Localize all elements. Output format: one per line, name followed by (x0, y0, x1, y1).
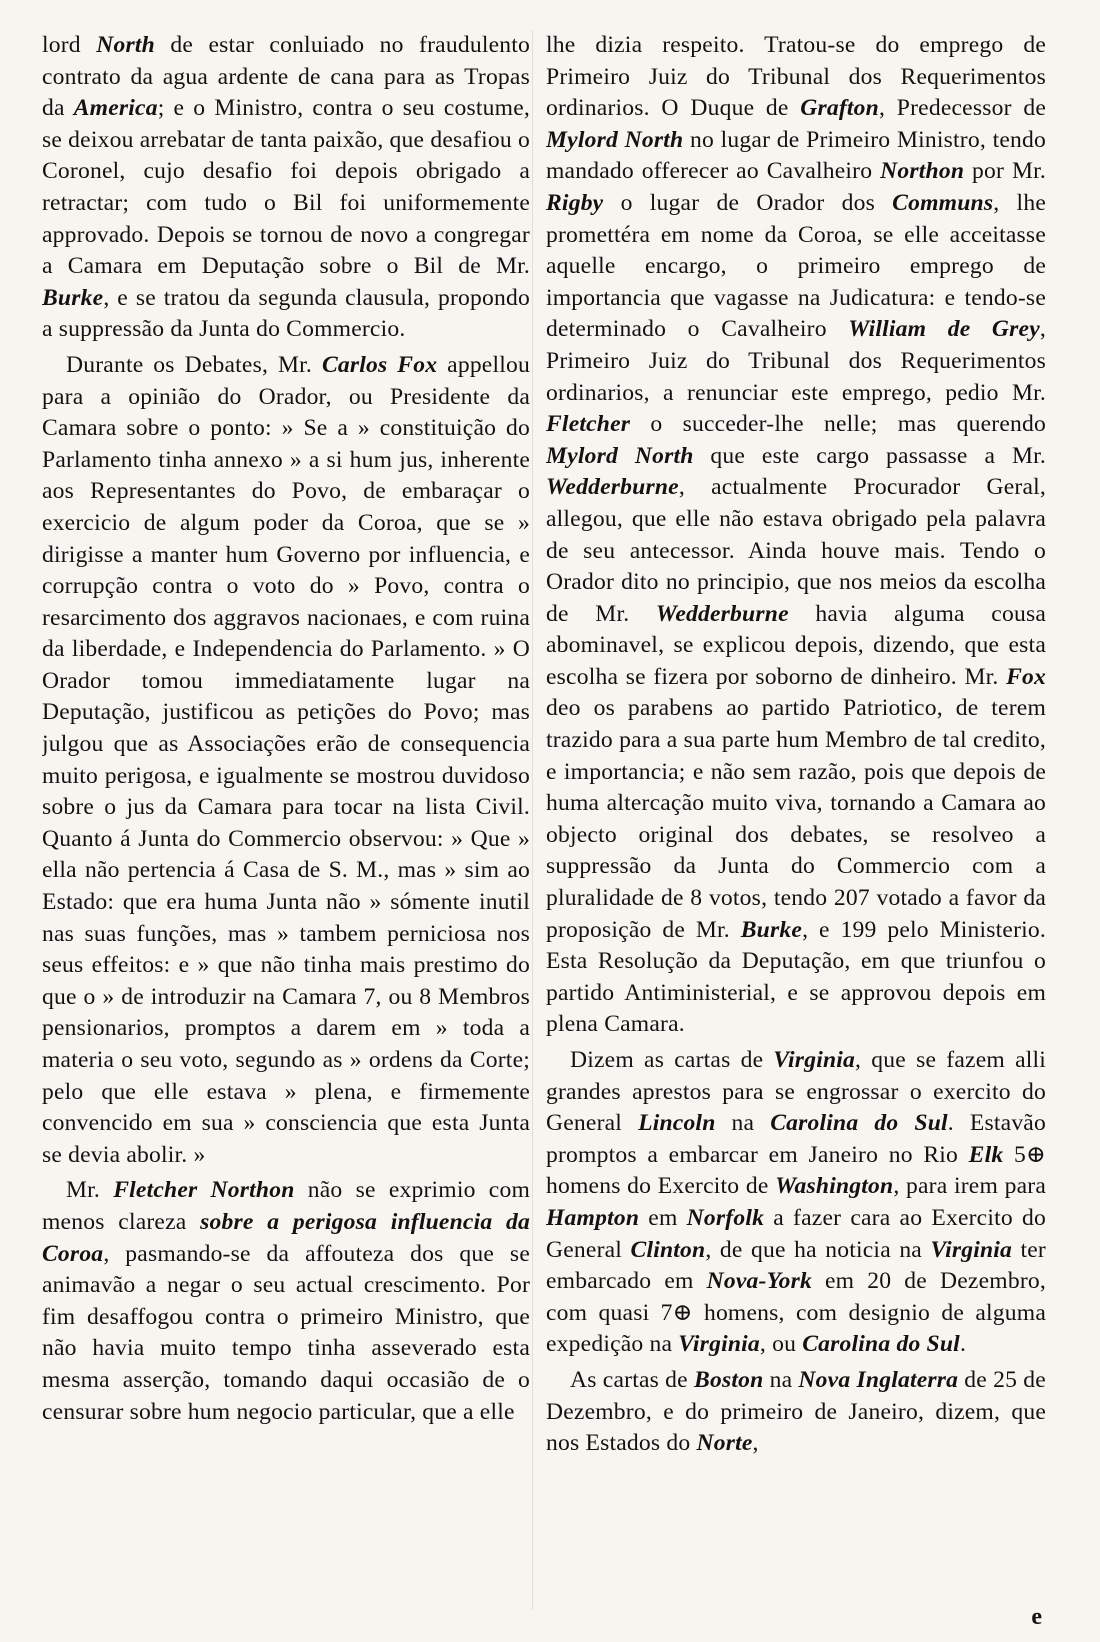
paragraph: lord North de estar conluiado no fraudulento contrato da agua ardente de cana para as Tropas da America; e o Ministro, contra o seu costume, se deixou arrebatar de tanta paixão, que desafiou o Coronel, cujo desafio foi depois obrigado a retractar; com tudo o Bil foi uniformemente approvado. Depois se tornou de novo a congregar a Camara em Deputação sobre o Bil de Mr. Burke, e se tratou da segunda clausula, propondo a suppressão da Junta do Commercio. (42, 32, 530, 343)
emphasized-name: Carolina do Sul (770, 1110, 948, 1137)
left-column (42, 30, 530, 1630)
emphasized-name: Clinton (630, 1236, 706, 1263)
emphasized-name: Burke (740, 916, 803, 943)
emphasized-name: Virginia (930, 1236, 1013, 1263)
paragraph: Mr. Fletcher Northon não se exprimio com menos clareza sobre a perigosa influencia da Coroa, pasmando-se da affouteza dos que se animavão a negar o seu actual crescimento. Por fim desaffogou contra o primeiro Ministro, que não havia muito tempo tinha asseverado esta mesma asserção, tomando daqui occasião de o censurar sobre hum negocio particular, que a elle (42, 1177, 530, 1425)
emphasized-name: Northon (880, 158, 965, 185)
column-gutter (532, 30, 533, 1610)
emphasized-name: Elk (968, 1141, 1004, 1168)
emphasized-name: Norfolk (686, 1204, 765, 1231)
emphasized-name: Norte (696, 1430, 753, 1457)
emphasized-name: Fletcher (546, 411, 631, 438)
emphasized-name: Carolina do Sul (802, 1331, 960, 1358)
emphasized-name: Boston (694, 1366, 764, 1393)
emphasized-name: Wedderburne (655, 600, 789, 627)
emphasized-name: America (73, 95, 158, 122)
emphasized-name: William de Grey (848, 316, 1040, 343)
emphasized-name: Wedderburne (546, 474, 679, 501)
emphasized-name: Communs (892, 189, 994, 216)
emphasized-name: Fox (1006, 663, 1046, 690)
emphasized-name: Virginia (678, 1331, 760, 1358)
emphasized-name: Carlos Fox (321, 351, 438, 378)
emphasized-name: Mylord North (546, 442, 694, 469)
emphasized-name: Mylord North (546, 126, 684, 153)
right-column (546, 30, 1046, 1630)
catchword: e (1031, 1604, 1042, 1630)
paragraph: As cartas de Boston na Nova Inglaterra de 25 de Dezembro, e do primeiro de Janeiro, dizem, que nos Estados do Norte, (546, 1366, 1046, 1457)
paragraph: Dizem as cartas de Virginia, que se fazem alli grandes aprestos para se engrossar o exercito do General Lincoln na Carolina do Sul. Estavão promptos a embarcar em Janeiro no Rio Elk 5⊕ homens do Exercito de Washington, para irem para Hampton em Norfolk a fazer cara ao Exercito do General Clinton, de que ha noticia na Virginia ter embarcado em Nova-York em 20 de Dezembro, com quasi 7⊕ homens, com designio de alguma expedição na Virginia, ou Carolina do Sul. (546, 1047, 1046, 1358)
emphasized-name: Washington (775, 1173, 894, 1200)
emphasized-name: Nova Inglaterra (798, 1366, 959, 1393)
emphasized-name: Lincoln (638, 1110, 716, 1137)
emphasized-name: Nova-York (706, 1268, 812, 1295)
emphasized-name: sobre a perigosa influencia da Coroa (42, 1208, 530, 1267)
emphasized-name: Virginia (773, 1047, 856, 1073)
emphasized-name: Burke (42, 284, 104, 311)
paragraph: Durante os Debates, Mr. Carlos Fox appellou para a opinião do Orador, ou Presidente da Camara sobre o ponto: » Se a » constituição do Parlamento tinha annexo » a si hum jus, inherente aos Representantes do Povo, de embaraçar o exercicio de algum poder da Coroa, que se » dirigisse a manter hum Governo por influencia, e corrupção contra o voto do » Povo, contra o resarcimento dos aggravos nacionaes, e com ruina da liberdade, e Independencia do Parlamento. » O Orador tomou immediatamente lugar na Deputação, justificou as petições do Povo; mas julgou que as Associações erão de consequencia muito perigosa, e igualmente se mostrou duvidoso sobre o jus da Camara para tocar na lista Civil. Quanto á Junta do Commercio observou: » Que » ella não pertencia á Casa de S. M., mas » sim ao Estado: que era huma Junta não » sómente inutil nas suas funções, mas » tambem perniciosa nos seus effeitos: e » que não tinha mais prestimo do que o » de introduzir na Camara 7, ou 8 Membros pensionarios, promptos a darem em » toda a materia o seu voto, segundo as » ordens da Corte; pelo que elle estava » plena, e firmemente convencido em sua » consciencia que esta Junta se devia abolir. » (42, 351, 530, 1168)
emphasized-name: Grafton (800, 95, 879, 122)
emphasized-name: Fletcher Northon (113, 1177, 295, 1204)
emphasized-name: North (96, 32, 155, 58)
emphasized-name: Rigby (546, 189, 604, 216)
paragraph: lhe dizia respeito. Tratou-se do emprego de Primeiro Juiz do Tribunal dos Requerimentos ordinarios. O Duque de Grafton, Predecessor de Mylord North no lugar de Primeiro Ministro, tendo mandado offerecer ao Cavalheiro Northon por Mr. Rigby o lugar de Orador dos Communs, lhe promettéra em nome da Coroa, se elle acceitasse aquelle encargo, o primeiro emprego de importancia que vagasse na Judicatura: e tendo-se determinado o Cavalheiro William de Grey, Primeiro Juiz do Tribunal dos Requerimentos ordinarios, a renunciar este emprego, pedio Mr. Fletcher o succeder-lhe nelle; mas querendo Mylord North que este cargo passasse a Mr. Wedderburne, actualmente Procurador Geral, allegou, que elle não estava obrigado pela palavra de seu antecessor. Ainda houve mais. Tendo o Orador dito no principio, que nos meios da escolha de Mr. Wedderburne havia alguma cousa abominavel, se explicou depois, dizendo, que esta escolha se fizera por soborno de dinheiro. Mr. Fox deo os parabens ao partido Patriotico, de terem trazido para a sua parte hum Membro de tal credito, e importancia; e não sem razão, pois que depois de huma altercação muito viva, tornando a Camara ao objecto original dos debates, se resolveo a suppressão da Junta do Commercio com a pluralidade de 8 votos, tendo 207 votado a favor da proposição de Mr. Burke, e 199 pelo Ministerio. Esta Resolução da Deputação, em que triunfou o partido Antiministerial, e se approvou depois em plena Camara. (546, 32, 1046, 1038)
emphasized-name: Hampton (546, 1204, 640, 1231)
